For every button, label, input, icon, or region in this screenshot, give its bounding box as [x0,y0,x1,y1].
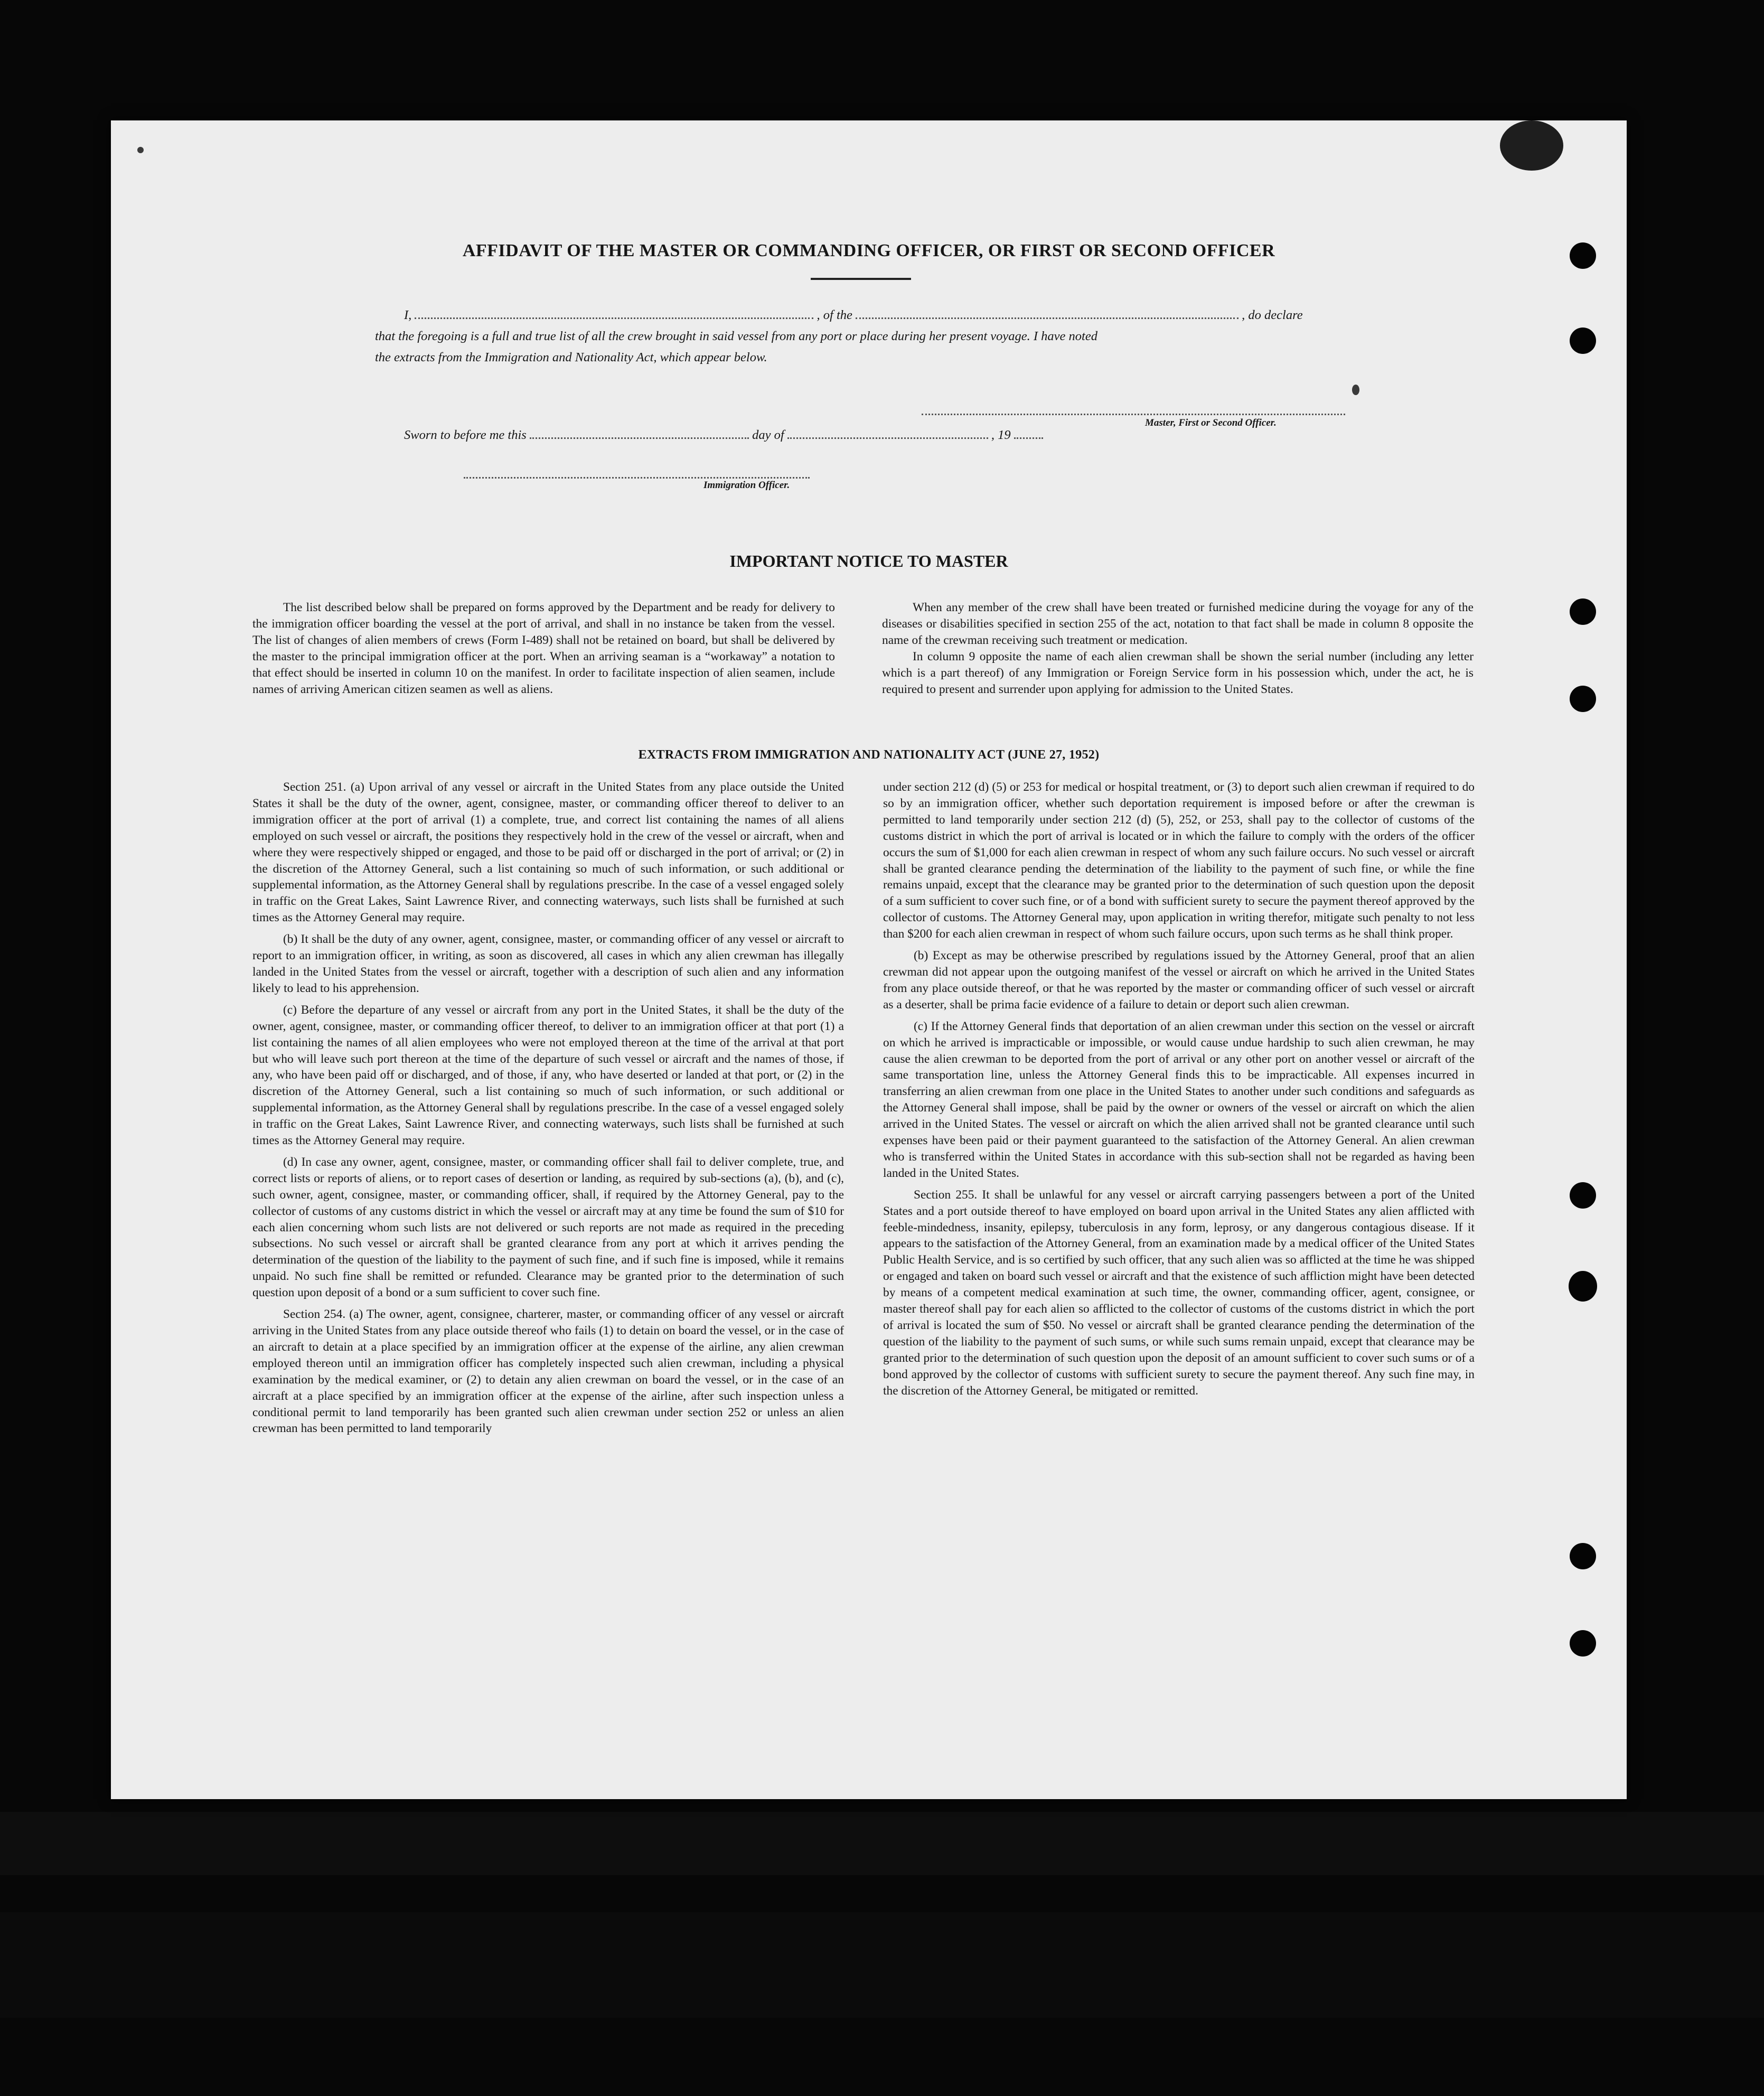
vessel-name-blank[interactable] [856,308,1238,319]
declaration-line-1 [404,308,1303,323]
declarant-name-blank[interactable] [415,308,813,319]
notice-left-column [252,600,835,703]
officer-signature-label: Immigration Officer. [703,480,790,491]
statute-paragraph: (c) Before the departure of any vessel or aircraft from any port in the United States, it shall be the duty of the owner, agent, consignee, master, or commanding officer thereof, to deliver to an immigration officer at that port (1) a list containing the names of all alien employees who were not employed thereon at the time of the arrival at that port but who will leave such port thereon at the time of the departure of such vessel or aircraft and the names of those, if any, who have been paid off or discharged, and of those, if any, who have deserted or landed at that port, or (2) in the discretion of the Attorney General, such a list containing so much of such information, or such additional or supplemental information, as the Attorney General shall by regulations prescribe. In the case of a vessel engaged solely in traffic on the Great Lakes, Saint Lawrence River, and connecting waterways, such lists shall be furnished at such times as the Attorney General may require. [252,1003,844,1148]
sworn-text: Sworn to before me this [404,428,527,442]
notice-heading: IMPORTANT NOTICE TO MASTER [729,551,1008,570]
form-title: AFFIDAVIT OF THE MASTER OR COMMANDING OFFICER, OR FIRST OR SECOND OFFICER [462,241,1275,260]
master-signature-label: Master, First or Second Officer. [1145,417,1277,428]
extracts-right-column [883,779,1475,1405]
declarant-prefix: I, [404,308,412,322]
sworn-day-blank[interactable] [530,428,749,439]
officer-signature-line[interactable] [464,467,810,479]
notice-right-column [882,600,1474,703]
torn-corner-mark [1500,120,1563,171]
punch-hole [1570,1630,1596,1657]
statute-paragraph: under section 212 (d) (5) or 253 for medical or hospital treatment, or (3) to deport such alien crewman if required to do so by an immigration officer, whether such deportation requirement is imposed before or after the crewman is permitted to land temporarily under section 212 (d) (5), 252, or 253, shall pay to the collector of customs of the customs district in which the port of arrival is located or in which the failure to comply with the orders of the officer occurs the sum of $1,000 for each alien crewman in respect of whom any such failure occurs. No such vessel or aircraft shall be granted clearance pending the determination of the liability to the payment of such fine, or while the fine remains unpaid, except that the clearance may be granted prior to the determination of such question upon the deposit of a sum sufficient to cover such fine, or of a bond with sufficient surety to secure the payment thereof approved by the collector of customs. The Attorney General may, upon application in writing therefor, mitigate such penalty to not less than $200 for each alien crewman in respect of whom such failure occurs, upon such terms as he shall think proper. [883,780,1475,941]
scan-background-band [0,1812,1764,1875]
master-signature-line[interactable] [922,404,1345,415]
sworn-line [404,428,1043,443]
statute-paragraph: (d) In case any owner, agent, consignee, master, or commanding officer shall fail to deliver complete, true, and correct lists or reports of aliens, or to report cases of desertion or landing, as required by sub-sections (a), (b), and (c), such owner, agent, consignee, master, or commanding officer, shall, if required by the Attorney General, pay to the collector of customs of any customs district in which the vessel or aircraft may at any time be found the sum of $10 for each alien concerning whom such lists are not delivered or such reports are not made as required in the preceding subsections. No such vessel or aircraft shall be granted clearance from any port at which it arrives pending the determination of the question of the liability to the payment of such fine, and if such fine is imposed, while it remains unpaid. No such fine shall be remitted or refunded. Clearance may be granted prior to the determination of such question upon deposit of a bond or a sum sufficient to cover such fine. [252,1155,844,1300]
declaration-line-3: the extracts from the Immigration and Nationality Act, which appear below. [375,350,767,364]
punch-hole [1570,598,1596,625]
scan-speck [137,147,144,153]
title-underline [811,278,911,280]
of-the-text: , of the [817,308,852,322]
statute-paragraph: (c) If the Attorney General finds that deportation of an alien crewman under this section on the vessel or aircraft on which he arrived is impracticable or impossible, or would cause undue hardship to such alien crewman, he may cause the alien crewman to be deported from the port of arrival or any other port on another vessel or aircraft of the same transportation line, unless the Attorney General finds this to be impracticable. All expenses incurred in transferring an alien crewman from one place in the United States to another under such conditions and safeguards as the Attorney General shall impose, shall be paid by the owner or owners of the vessel or aircraft on which the alien arrived in the United States. The vessel or aircraft on which the alien arrived shall not be granted clearance until such expenses have been paid or their payment guaranteed to the satisfaction of the Attorney General. An alien crewman who is transferred within the United States in accordance with this sub-section shall not be regarded as having been landed in the United States. [883,1019,1475,1180]
day-of-text: day of [752,428,784,442]
sworn-month-blank[interactable] [787,428,988,439]
statute-paragraph: Section 255. It shall be unlawful for any vessel or aircraft carrying passengers between a port of the United States and a port outside thereof to have employed on board upon arrival in the United States any alien afflicted with feeble-mindedness, insanity, epilepsy, tuberculosis in any form, leprosy, or any dangerous contagious disease. If it appears to the satisfaction of the Attorney General, from an examination made by a medical officer of the United States Public Health Service, and is so certified by such officer, that any such alien was so afflicted at the time he was shipped or engaged and taken on board such vessel or aircraft and that the existence of such affliction might have been detected by means of a competent medical examination at such time, the owner, commanding officer, agent, consignee, or master thereof shall pay for each alien so afflicted to the collector of customs of the customs district in which the port of arrival is located the sum of $50. No vessel or aircraft shall be granted clearance pending the determination of the question of the liability to the payment of such sums, or while such sums remain unpaid, except that clearance may be granted prior to the determination of such question upon the deposit of an amount sufficient to cover such sums or of a bond approved by the collector of customs with sufficient surety to secure the payment thereof. Any such fine may, in the discretion of the Attorney General, be mitigated or remitted. [883,1187,1475,1398]
statute-paragraph: (b) It shall be the duty of any owner, agent, consignee, master, or commanding officer of any vessel or aircraft to report to an immigration officer, in writing, as soon as discovered, all cases in which any alien crewman has illegally landed in the United States from the vessel or aircraft, together with a description of such alien and any information likely to lead to his apprehension. [252,932,844,995]
scan-speck [1352,385,1359,395]
statute-paragraph: Section 251. (a) Upon arrival of any vessel or aircraft in the United States from any place outside the United States it shall be the duty of the owner, agent, consignee, master, or commanding officer thereof to deliver to an immigration officer at the port of arrival (1) a complete, true, and correct list containing the names of all aliens employed on such vessel or aircraft, the positions they respectively hold in the crew of the vessel or aircraft, when and where they were respectively shipped or engaged, and those to be paid off or discharged in the port of arrival; or (2) in the discretion of the Attorney General, such a list containing so much of such information, or such additional or supplemental information, as the Attorney General shall by regulations prescribe. In the case of a vessel engaged solely in traffic on the Great Lakes, Saint Lawrence River, and connecting waterways, such lists shall be furnished at such times as the Attorney General may require. [252,780,844,925]
punch-hole [1569,1271,1597,1302]
declaration-line-2: that the foregoing is a full and true list of all the crew brought in said vessel from any port or place during her present voyage. I have noted [375,329,1097,343]
notice-paragraph: When any member of the crew shall have been treated or furnished medicine during the voyage for any of the diseases or disabilities specified in section 255 of the act, notation to that fact shall be made in column 8 opposite the name of the crewman receiving such treatment or medication. [882,601,1474,647]
year-prefix: , 19 [991,428,1011,442]
statute-paragraph: Section 254. (a) The owner, agent, consignee, charterer, master, or commanding officer of any vessel or aircraft arriving in the United States from any place outside thereof who fails (1) to detain on board the vessel, or in the case of an aircraft to detain at a place specified by an immigration officer at the expense of the airline, any alien crewman employed thereon until an immigration officer has completely inspected such alien crewman, including a physical examination by the medical examiner, or (2) to detain any alien crewman on board the vessel, or in the case of an aircraft at a place specified by an immigration officer at the expense of the airline, after such inspection unless a conditional permit to land temporarily has been granted such alien crewman under section 252 or unless an alien crewman has been permitted to land temporarily [252,1307,844,1436]
punch-hole [1570,1182,1596,1209]
extracts-left-column [252,779,844,1442]
statute-paragraph: (b) Except as may be otherwise prescribed by regulations issued by the Attorney General, proof that an alien crewman did not appear upon the outgoing manifest of the vessel or aircraft on which he arrived in the United States from any place outside thereof, or that he was reported by the master or commanding officer of such vessel or aircraft as a deserter, shall be prima facie evidence of a failure to detain or deport such alien crewman. [883,949,1475,1012]
scan-background-band [0,1912,1764,2018]
punch-hole [1570,686,1596,712]
do-declare-text: , do declare [1242,308,1303,322]
sworn-year-blank[interactable] [1014,428,1043,439]
punch-hole [1570,328,1596,354]
punch-hole [1570,1543,1596,1569]
notice-paragraph: The list described below shall be prepared on forms approved by the Department and be ready for delivery to the immigration officer boarding the vessel at the port of arrival, and shall in no instance be taken from the vessel. The list of changes of alien members of crews (Form I-489) shall not be retained on board, but shall be delivered by the master to the principal immigration officer at the port. When an arriving seaman is a “workaway” a notation to that effect should be inserted in column 10 on the manifest. In order to facilitate inspection of alien seamen, include names of arriving American citizen seamen as well as aliens. [252,601,835,696]
extracts-heading: EXTRACTS FROM IMMIGRATION AND NATIONALITY ACT (JUNE 27, 1952) [638,748,1100,762]
form-page [111,120,1627,1799]
notice-paragraph: In column 9 opposite the name of each alien crewman shall be shown the serial number (including any letter which is a part thereof) of any Immigration or Foreign Service form in his possession which, under the act, he is required to present and surrender upon applying for admission to the United States. [882,649,1474,696]
